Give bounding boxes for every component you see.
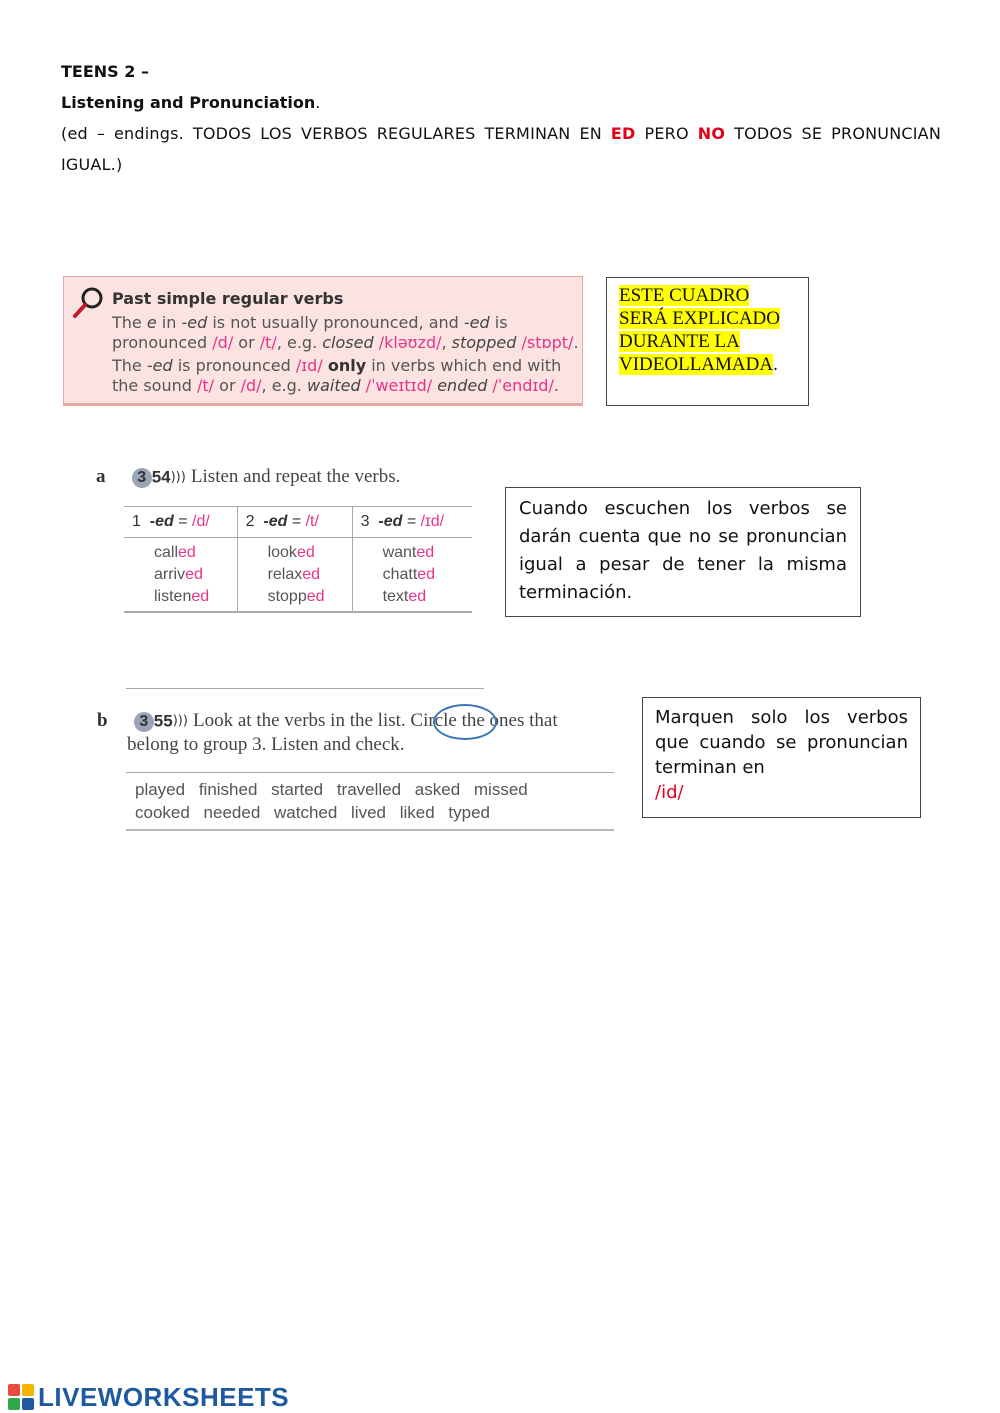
column-header: 2 -ed = /t/ (237, 507, 352, 538)
verb-list[interactable] (126, 772, 614, 831)
grammar-line-4: the sound /t/ or /d/, e.g. waited /ˈweɪtɪd/ ended /ˈendɪd/. (112, 376, 559, 395)
audio-badge: 3 (132, 468, 152, 488)
activity-letter: b (97, 710, 108, 731)
intro-paragraph (61, 118, 941, 180)
verb-row[interactable]: cooked needed watched lived liked typed (135, 803, 490, 822)
verb-list-cell: called arrived listened (124, 538, 237, 613)
grammar-box (63, 276, 583, 406)
intro-text-2: PERO (635, 124, 698, 143)
track-number: 55 (153, 711, 173, 731)
note-mark-instruction (642, 697, 921, 818)
activity-instruction: Look at the verbs in the list. (193, 710, 411, 731)
intro-ed-highlight: ED (610, 124, 636, 143)
activity-instruction: Listen and repeat the verbs. (190, 466, 401, 487)
verb-list-cell: looked relaxed stopped (237, 538, 352, 613)
page-subtitle (61, 93, 320, 112)
circle-mark (433, 704, 497, 740)
subtitle-tail: . (315, 93, 321, 112)
subtitle-bold: Listening and Pronunciation (61, 93, 316, 112)
activity-letter: a (96, 466, 106, 487)
circle-word: Circle (410, 710, 457, 731)
verb-list-cell: wanted chatted texted (352, 538, 472, 613)
note1-line: ESTE CUADRO (619, 285, 750, 306)
logo-icon (8, 1384, 34, 1410)
activity-b-instruction-2: belong to group 3. Listen and check. (127, 734, 405, 755)
note1-tail: . (773, 354, 778, 375)
grammar-line-3: The -ed is pronounced /ɪd/ only in verbs which end with (112, 356, 562, 375)
grammar-line-2: pronounced /d/ or /t/, e.g. closed /kləʊzd/, stopped /stɒpt/. (112, 333, 579, 352)
column-header: 1 -ed = /d/ (124, 507, 237, 538)
verb-row[interactable]: played finished started travelled asked missed (135, 780, 528, 799)
note3-id-sound: /id/ (655, 782, 684, 803)
column-header: 3 -ed = /ɪd/ (352, 507, 472, 538)
intro-text-3: TODOS SE PRONUNCIAN IGUAL.) (61, 124, 941, 174)
note1-line: DURANTE LA (619, 331, 740, 352)
note-listen-explanation: Cuando escuchen los verbos se darán cuenta que no se pronuncian igual a pesar de tener la misma terminación. (505, 487, 861, 617)
note1-line: SERÁ EXPLICADO (619, 308, 780, 329)
ed-endings-table (124, 506, 472, 613)
speaker-icon[interactable]: ))) (170, 470, 186, 485)
liveworksheets-logo[interactable] (8, 1382, 289, 1413)
grammar-line-1: The e in -ed is not usually pronounced, and -ed is (112, 313, 508, 332)
grammar-title: Past simple regular verbs (112, 289, 344, 308)
page-title: TEENS 2 – (61, 62, 149, 81)
note-videollamada (606, 277, 809, 406)
intro-text-1: (ed – endings. TODOS LOS VERBOS REGULARES TERMINAN EN (61, 124, 611, 143)
speaker-icon[interactable]: ))) (172, 713, 188, 729)
intro-no-highlight: NO (697, 124, 726, 143)
audio-badge: 3 (134, 712, 154, 732)
magnifier-icon (72, 285, 106, 319)
activity-instruction: the ones that (456, 710, 558, 731)
logo-text: LIVEWORKSHEETS (38, 1382, 290, 1412)
divider (126, 688, 484, 689)
activity-a-heading (96, 466, 400, 488)
note3-text: Marquen solo los verbos que cuando se pronuncian terminan en (655, 707, 908, 778)
track-number: 54 (151, 467, 171, 487)
note1-line: VIDEOLLAMADA (619, 354, 774, 375)
